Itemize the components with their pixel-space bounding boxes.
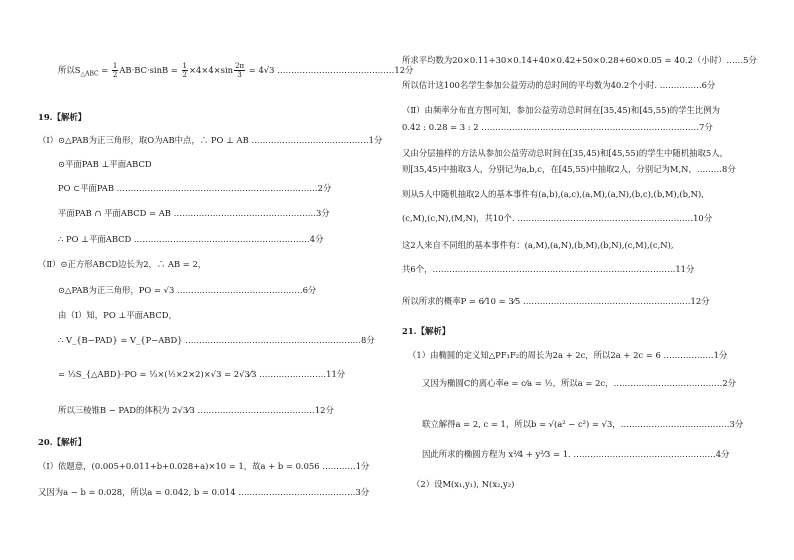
- solution-line: （2）设M(x₁,y₁), N(x₂,y₂): [412, 479, 515, 489]
- solution-line: 则从5人中随机抽取2人的基本事件有(a,b),(a,c),(a,M),(a,N),(b,c),(b,M),(b,N),: [402, 189, 704, 199]
- solution-line: 又因为椭圆C的离心率e = c⁄a = ½，所以a = 2c，…………………………………2分: [422, 378, 737, 388]
- solution-line: (c,M),(c,N),(M,N)，共10个. ………………………………………………………10分: [402, 213, 713, 223]
- solution-line: ∴ V_{B−PAD} = V_{P−ABD} ………………………………………………………8分: [58, 335, 375, 345]
- solution-line: ⊙△PAB为正三角形，PO = √3 ………………………………………6分: [58, 285, 317, 295]
- solution-line: 又因为a − b = 0.028，所以a = 0.042, b = 0.014 ……………………………………3分: [38, 487, 370, 497]
- solution-line: （Ⅱ）由频率分布直方图可知，参加公益劳动总时间在[35,45)和[45,55)的学生比例为: [402, 105, 720, 115]
- section-heading-19: 19.【解析】: [38, 112, 87, 122]
- solution-line: 所以估计这100名学生参加公益劳动的总时间的平均数为40.2个小时. ……………6分: [402, 80, 716, 90]
- solution-line: 0.42 : 0.28 = 3 : 2 ……………………………………………………………………7分: [402, 122, 713, 132]
- area-formula-mid2: ×4×4×sin: [188, 65, 234, 75]
- fraction: $\frac{2\pi}{3}$: [235, 62, 245, 79]
- area-formula-subscript: △ABC: [80, 70, 99, 78]
- solution-line: 共6个，……………………………………………………………………………11分: [402, 264, 695, 274]
- solution-line: 所以所求的概率P = 6⁄10 = 3⁄5 ……………………………………………………12分: [402, 296, 710, 306]
- solution-line: 所求平均数为20×0.11+30×0.14+40×0.42+50×0.28+60×0.05 = 40.2（小时）……5分: [402, 55, 757, 65]
- solution-line: 所以三棱锥B − PAD的体积为 2√3⁄3 ……………………………………12分: [58, 405, 334, 415]
- solution-line: 这2人来自不同组的基本事件有：(a,M),(a,N),(b,M),(b,N),(c,M),(c,N),: [402, 240, 674, 250]
- solution-line: （Ⅱ）⊙正方形ABCD边长为2，∴ AB = 2，: [38, 259, 207, 269]
- solution-line: 因此所求的椭圆方程为 x²⁄4 + y²⁄3 = 1. ……………………………………………4分: [422, 449, 730, 459]
- solution-line: = ⅓S_{△ABD}·PO = ⅓×(½×2×2)×√3 = 2√3⁄3 ……………………11分: [58, 369, 346, 379]
- solution-line: 则[35,45)中抽取3人，分别记为a,b,c，在[45,55)中抽取2人，分别记为M,N，………8分: [402, 164, 736, 174]
- solution-line: （1）由椭圆的定义知△PF₁F₂的周长为2a + 2c，所以2a + 2c = 6 ………………1分: [408, 350, 728, 360]
- area-formula-result: = 4√3 ……………………………………12分: [246, 65, 414, 75]
- solution-line: PO ⊂平面PAB ………………………………………………………………2分: [58, 183, 332, 193]
- solution-line: 联立解得a = 2, c = 1，所以b = √(a² − c²) = √3，…………………………………3分: [422, 419, 744, 429]
- solution-line: 由（Ⅰ）知，PO ⊥平面ABCD，: [58, 310, 177, 320]
- area-formula-prefix: 所以S: [58, 65, 81, 75]
- section-heading-20: 20.【解析】: [38, 437, 87, 447]
- fraction: $\frac{1}{2}$: [182, 62, 187, 79]
- area-formula-mid: AB·BC·sinB =: [119, 65, 181, 75]
- fraction: $\frac{1}{2}$: [112, 62, 118, 79]
- area-formula-eq: =: [98, 65, 111, 75]
- solution-line: ⊙平面PAB ⊥平面ABCD: [58, 159, 152, 169]
- solution-line: （Ⅰ）依题意，(0.005+0.011+b+0.028+a)×10 = 1，故a + b = 0.056 …………1分: [38, 461, 370, 471]
- solution-line: （Ⅰ）⊙△PAB为正三角形，取O为AB中点，∴ PO ⊥ AB ……………………………………1分: [38, 135, 383, 145]
- area-formula-line: [58, 62, 413, 80]
- solution-line: ∴ PO ⊥平面ABCD ………………………………………………………4分: [58, 234, 324, 244]
- solution-line: 又由分层抽样的方法从参加公益劳动总时间在[35,45)和[45,55)的学生中随机抽取5人，: [402, 148, 728, 158]
- solution-line: 平面PAB ∩ 平面ABCD = AB ……………………………………………3分: [58, 208, 330, 218]
- section-heading-21: 21.【解析】: [402, 326, 451, 336]
